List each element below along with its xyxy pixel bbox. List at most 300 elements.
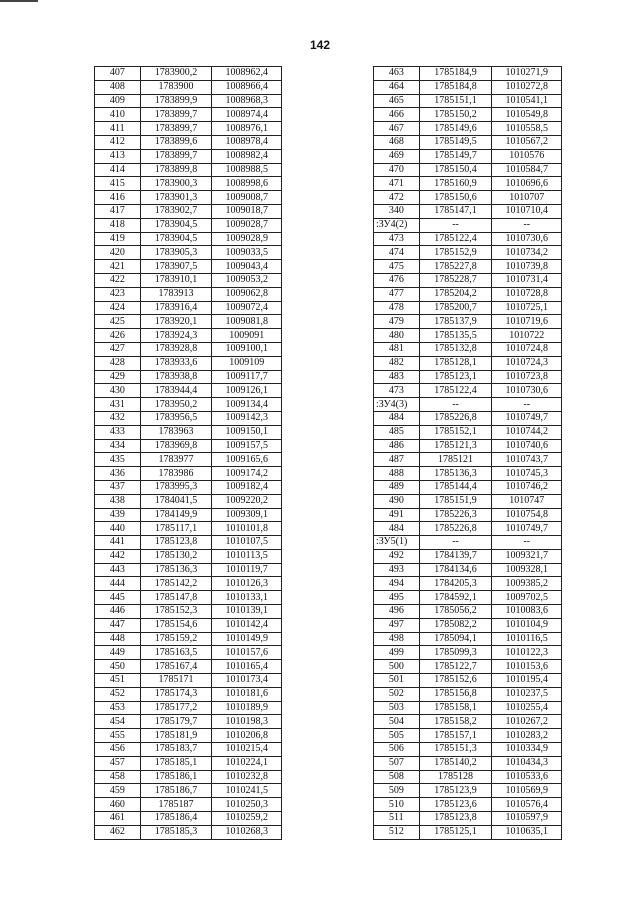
point-number-cell: 435 [95, 453, 141, 467]
x-coordinate-cell: 1785157,1 [419, 729, 492, 743]
x-coordinate-cell: 1785186,7 [140, 784, 212, 798]
y-coordinate-cell: 1010122,3 [492, 646, 562, 660]
table-row [95, 384, 282, 398]
table-row [374, 632, 562, 646]
y-coordinate-cell: 1010728,8 [492, 287, 562, 301]
point-number-cell: 475 [374, 260, 420, 274]
y-coordinate-cell: 1010267,2 [492, 715, 562, 729]
table-row [95, 246, 282, 260]
table-row [95, 204, 282, 218]
y-coordinate-cell: 1009062,8 [212, 287, 282, 301]
x-coordinate-cell: 1785154,6 [140, 618, 212, 632]
y-coordinate-cell: 1009165,6 [212, 453, 282, 467]
x-coordinate-cell: 1785179,7 [140, 715, 212, 729]
point-number-cell: 505 [374, 729, 420, 743]
x-coordinate-cell: 1784041,5 [140, 494, 212, 508]
point-number-cell: 449 [95, 646, 141, 660]
y-coordinate-cell: 1010549,8 [492, 108, 562, 122]
table-row [374, 218, 562, 232]
y-coordinate-cell: 1009043,4 [212, 260, 282, 274]
y-coordinate-cell: 1010113,5 [212, 549, 282, 563]
table-row [374, 342, 562, 356]
x-coordinate-cell: 1785185,1 [140, 756, 212, 770]
point-number-cell: 429 [95, 370, 141, 384]
y-coordinate-cell: 1010173,4 [212, 674, 282, 688]
y-coordinate-cell: 1010576,4 [492, 798, 562, 812]
point-number-cell: 502 [374, 687, 420, 701]
table-row [374, 94, 562, 108]
x-coordinate-cell: 1785150,6 [419, 191, 492, 205]
x-coordinate-cell: 1785151,3 [419, 743, 492, 757]
y-coordinate-cell: 1008988,5 [212, 163, 282, 177]
table-row [95, 549, 282, 563]
point-number-cell: 464 [374, 80, 420, 94]
x-coordinate-cell: 1785128 [419, 770, 492, 784]
table-row [95, 618, 282, 632]
y-coordinate-cell: 1009109 [212, 356, 282, 370]
table-row [95, 80, 282, 94]
x-coordinate-cell: 1783899,6 [140, 135, 212, 149]
point-number-cell: 483 [374, 370, 420, 384]
y-coordinate-cell: 1009309,1 [212, 508, 282, 522]
y-coordinate-cell: 1010139,1 [212, 605, 282, 619]
y-coordinate-cell: 1008968,3 [212, 94, 282, 108]
point-number-cell: 428 [95, 356, 141, 370]
y-coordinate-cell: 1009117,7 [212, 370, 282, 384]
y-coordinate-cell: 1010268,3 [212, 825, 282, 839]
point-number-cell: 469 [374, 149, 420, 163]
y-coordinate-cell: 1010754,8 [492, 508, 562, 522]
y-coordinate-cell: 1009142,3 [212, 411, 282, 425]
x-coordinate-cell: 1785227,8 [419, 260, 492, 274]
y-coordinate-cell: 1010142,4 [212, 618, 282, 632]
x-coordinate-cell: 1783899,9 [140, 94, 212, 108]
y-coordinate-cell: 1008962,4 [212, 67, 282, 81]
table-row [95, 149, 282, 163]
x-coordinate-cell: 1783899,7 [140, 108, 212, 122]
point-number-cell: 445 [95, 591, 141, 605]
y-coordinate-cell: 1008974,4 [212, 108, 282, 122]
point-number-cell: 473 [374, 384, 420, 398]
point-number-cell: 340 [374, 204, 420, 218]
top-edge-line [0, 0, 38, 2]
y-coordinate-cell: 1010133,1 [212, 591, 282, 605]
point-number-cell: 465 [374, 94, 420, 108]
table-row [95, 191, 282, 205]
y-coordinate-cell: 1010541,1 [492, 94, 562, 108]
x-coordinate-cell: 1784592,1 [419, 591, 492, 605]
x-coordinate-cell: 1785147,1 [419, 204, 492, 218]
y-coordinate-cell: 1010710,4 [492, 204, 562, 218]
x-coordinate-cell: 1785184,8 [419, 80, 492, 94]
point-number-cell: 458 [95, 770, 141, 784]
point-number-cell: 460 [95, 798, 141, 812]
table-row [374, 660, 562, 674]
x-coordinate-cell: 1785149,7 [419, 149, 492, 163]
y-coordinate-cell: 1009072,4 [212, 301, 282, 315]
table-row [95, 218, 282, 232]
table-row [374, 370, 562, 384]
y-coordinate-cell: 1010576 [492, 149, 562, 163]
point-number-cell: 476 [374, 273, 420, 287]
y-coordinate-cell: 1009385,2 [492, 577, 562, 591]
table-row [374, 729, 562, 743]
table-row [374, 743, 562, 757]
point-number-cell: 450 [95, 660, 141, 674]
point-number-cell: 413 [95, 149, 141, 163]
table-row [95, 232, 282, 246]
y-coordinate-cell: 1010597,9 [492, 812, 562, 826]
x-coordinate-cell: 1783950,2 [140, 398, 212, 412]
y-coordinate-cell: 1010153,6 [492, 660, 562, 674]
x-coordinate-cell: 1783916,4 [140, 301, 212, 315]
table-row [95, 591, 282, 605]
x-coordinate-cell: 1783924,3 [140, 329, 212, 343]
table-row [374, 591, 562, 605]
point-number-cell: 434 [95, 439, 141, 453]
table-row [374, 549, 562, 563]
y-coordinate-cell: 1009018,7 [212, 204, 282, 218]
table-row [95, 287, 282, 301]
table-row [374, 439, 562, 453]
point-number-cell: 423 [95, 287, 141, 301]
y-coordinate-cell: 1009321,7 [492, 549, 562, 563]
point-number-cell: 508 [374, 770, 420, 784]
point-number-cell: 412 [95, 135, 141, 149]
table-row [374, 646, 562, 660]
x-coordinate-cell: 1785177,2 [140, 701, 212, 715]
x-coordinate-cell: 1785123,9 [419, 784, 492, 798]
table-row [95, 632, 282, 646]
table-row [374, 191, 562, 205]
x-coordinate-cell: -- [419, 218, 492, 232]
x-coordinate-cell: 1785174,3 [140, 687, 212, 701]
point-number-cell: 407 [95, 67, 141, 81]
y-coordinate-cell: 1010707 [492, 191, 562, 205]
table-row [95, 770, 282, 784]
x-coordinate-cell: 1785184,9 [419, 67, 492, 81]
table-row [374, 204, 562, 218]
table-row [374, 577, 562, 591]
point-number-cell: 480 [374, 329, 420, 343]
point-number-cell: 418 [95, 218, 141, 232]
point-number-cell: 431 [95, 398, 141, 412]
y-coordinate-cell: 1010255,4 [492, 701, 562, 715]
y-coordinate-cell: 1010272,8 [492, 80, 562, 94]
point-number-cell: 417 [95, 204, 141, 218]
table-row [374, 467, 562, 481]
table-row [374, 329, 562, 343]
point-number-cell: 497 [374, 618, 420, 632]
y-coordinate-cell: 1010739,8 [492, 260, 562, 274]
table-row [374, 411, 562, 425]
table-row [374, 246, 562, 260]
x-coordinate-cell: 1783977 [140, 453, 212, 467]
y-coordinate-cell: 1010206,8 [212, 729, 282, 743]
point-number-cell: 503 [374, 701, 420, 715]
y-coordinate-cell: 1010181,6 [212, 687, 282, 701]
point-number-cell: 494 [374, 577, 420, 591]
y-coordinate-cell: 1009134,4 [212, 398, 282, 412]
table-row [374, 798, 562, 812]
x-coordinate-cell: 1783913 [140, 287, 212, 301]
table-row [374, 563, 562, 577]
x-coordinate-cell: 1785130,2 [140, 549, 212, 563]
point-number-cell: 457 [95, 756, 141, 770]
y-coordinate-cell: 1009028,9 [212, 232, 282, 246]
table-row [374, 80, 562, 94]
table-row [95, 577, 282, 591]
point-number-cell: 470 [374, 163, 420, 177]
y-coordinate-cell: 1010107,5 [212, 536, 282, 550]
x-coordinate-cell: 1785186,1 [140, 770, 212, 784]
point-number-cell: 485 [374, 425, 420, 439]
y-coordinate-cell: 1010250,3 [212, 798, 282, 812]
x-coordinate-cell: 1785228,7 [419, 273, 492, 287]
y-coordinate-cell: 1010241,5 [212, 784, 282, 798]
point-number-cell: 507 [374, 756, 420, 770]
y-coordinate-cell: 1009328,1 [492, 563, 562, 577]
table-row [374, 122, 562, 136]
x-coordinate-cell: 1783900,2 [140, 67, 212, 81]
table-row [374, 508, 562, 522]
y-coordinate-cell: -- [492, 398, 562, 412]
y-coordinate-cell: 1010283,2 [492, 729, 562, 743]
table-row [374, 756, 562, 770]
x-coordinate-cell: 1785149,6 [419, 122, 492, 136]
x-coordinate-cell: 1783904,5 [140, 232, 212, 246]
x-coordinate-cell: 1785123,8 [419, 812, 492, 826]
x-coordinate-cell: 1785142,2 [140, 577, 212, 591]
y-coordinate-cell: -- [492, 218, 562, 232]
y-coordinate-cell: 1010434,3 [492, 756, 562, 770]
point-number-cell: 426 [95, 329, 141, 343]
point-number-cell: 448 [95, 632, 141, 646]
x-coordinate-cell: 1785137,9 [419, 315, 492, 329]
point-number-cell: 492 [374, 549, 420, 563]
point-number-cell: 456 [95, 743, 141, 757]
table-row [374, 356, 562, 370]
x-coordinate-cell: 1785056,2 [419, 605, 492, 619]
point-number-cell: 442 [95, 549, 141, 563]
x-coordinate-cell: 1785186,4 [140, 812, 212, 826]
y-coordinate-cell: 1010116,5 [492, 632, 562, 646]
x-coordinate-cell: 1783905,3 [140, 246, 212, 260]
y-coordinate-cell: 1009081,8 [212, 315, 282, 329]
table-row [374, 480, 562, 494]
y-coordinate-cell: 1010722 [492, 329, 562, 343]
point-number-cell: 500 [374, 660, 420, 674]
table-row [374, 67, 562, 81]
point-number-cell: 512 [374, 825, 420, 839]
table-row [374, 301, 562, 315]
y-coordinate-cell: 1010723,8 [492, 370, 562, 384]
point-number-cell: 486 [374, 439, 420, 453]
point-number-cell: 443 [95, 563, 141, 577]
y-coordinate-cell: 1010746,2 [492, 480, 562, 494]
y-coordinate-cell: 1010749,7 [492, 411, 562, 425]
y-coordinate-cell: 1010744,2 [492, 425, 562, 439]
y-coordinate-cell: 1009100,1 [212, 342, 282, 356]
y-coordinate-cell: 1009150,1 [212, 425, 282, 439]
x-coordinate-cell: 1785136,3 [140, 563, 212, 577]
x-coordinate-cell: 1785135,5 [419, 329, 492, 343]
x-coordinate-cell: 1783899,7 [140, 122, 212, 136]
table-row [374, 701, 562, 715]
x-coordinate-cell: 1783969,8 [140, 439, 212, 453]
point-number-cell: 415 [95, 177, 141, 191]
x-coordinate-cell: 1785160,9 [419, 177, 492, 191]
table-row [95, 260, 282, 274]
y-coordinate-cell: 1008966,4 [212, 80, 282, 94]
x-coordinate-cell: 1784139,7 [419, 549, 492, 563]
point-number-cell: 414 [95, 163, 141, 177]
point-number-cell: 421 [95, 260, 141, 274]
y-coordinate-cell: 1010215,4 [212, 743, 282, 757]
point-number-cell: 439 [95, 508, 141, 522]
point-number-cell: 509 [374, 784, 420, 798]
point-number-cell: 467 [374, 122, 420, 136]
x-coordinate-cell: 1785122,4 [419, 384, 492, 398]
point-number-cell: 410 [95, 108, 141, 122]
x-coordinate-cell: 1785117,1 [140, 522, 212, 536]
point-number-cell: 468 [374, 135, 420, 149]
x-coordinate-cell: 1785121,3 [419, 439, 492, 453]
point-number-cell: 455 [95, 729, 141, 743]
x-coordinate-cell: 1783900,3 [140, 177, 212, 191]
point-number-cell: 427 [95, 342, 141, 356]
point-number-cell: 493 [374, 563, 420, 577]
y-coordinate-cell: 1010584,7 [492, 163, 562, 177]
x-coordinate-cell: 1785121 [419, 453, 492, 467]
y-coordinate-cell: 1010189,9 [212, 701, 282, 715]
x-coordinate-cell: 1785123,1 [419, 370, 492, 384]
y-coordinate-cell: 1009220,2 [212, 494, 282, 508]
point-number-cell: 466 [374, 108, 420, 122]
point-number-cell: 496 [374, 605, 420, 619]
point-number-cell: 462 [95, 825, 141, 839]
y-coordinate-cell: 1010195,4 [492, 674, 562, 688]
table-row [95, 370, 282, 384]
x-coordinate-cell: 1785099,3 [419, 646, 492, 660]
y-coordinate-cell: 1010101,8 [212, 522, 282, 536]
table-row [95, 356, 282, 370]
y-coordinate-cell: 1010696,6 [492, 177, 562, 191]
y-coordinate-cell: 1010083,6 [492, 605, 562, 619]
x-coordinate-cell: 1785163,5 [140, 646, 212, 660]
y-coordinate-cell: 1009091 [212, 329, 282, 343]
point-number-cell: 447 [95, 618, 141, 632]
table-row [374, 715, 562, 729]
y-coordinate-cell: 1010730,6 [492, 384, 562, 398]
y-coordinate-cell: 1009702,5 [492, 591, 562, 605]
point-number-cell: 433 [95, 425, 141, 439]
y-coordinate-cell: 1009008,7 [212, 191, 282, 205]
y-coordinate-cell: 1010635,1 [492, 825, 562, 839]
table-row [95, 480, 282, 494]
table-row [374, 425, 562, 439]
point-number-cell: 506 [374, 743, 420, 757]
point-number-cell: 490 [374, 494, 420, 508]
y-coordinate-cell: 1010165,4 [212, 660, 282, 674]
table-row [374, 398, 562, 412]
x-coordinate-cell: 1785151,1 [419, 94, 492, 108]
x-coordinate-cell: 1785122,7 [419, 660, 492, 674]
y-coordinate-cell: 1010567,2 [492, 135, 562, 149]
y-coordinate-cell: 1010558,5 [492, 122, 562, 136]
table-row [95, 812, 282, 826]
table-row [95, 674, 282, 688]
x-coordinate-cell: 1783986 [140, 467, 212, 481]
point-number-cell: 440 [95, 522, 141, 536]
point-number-cell: 438 [95, 494, 141, 508]
point-number-cell: 408 [95, 80, 141, 94]
x-coordinate-cell: 1783963 [140, 425, 212, 439]
table-row [374, 605, 562, 619]
table-row [374, 135, 562, 149]
table-row [95, 660, 282, 674]
x-coordinate-cell: 1785226,8 [419, 522, 492, 536]
table-row [374, 384, 562, 398]
x-coordinate-cell: 1783899,8 [140, 163, 212, 177]
table-row [95, 729, 282, 743]
y-coordinate-cell: 1010237,5 [492, 687, 562, 701]
table-row [374, 618, 562, 632]
x-coordinate-cell: 1785152,3 [140, 605, 212, 619]
point-number-cell: 472 [374, 191, 420, 205]
x-coordinate-cell: 1785082,2 [419, 618, 492, 632]
table-row [95, 425, 282, 439]
table-row [95, 784, 282, 798]
point-number-cell: 484 [374, 411, 420, 425]
point-number-cell: 478 [374, 301, 420, 315]
table-row [95, 467, 282, 481]
table-row [95, 522, 282, 536]
x-coordinate-cell: 1785144,4 [419, 480, 492, 494]
x-coordinate-cell: 1785151,9 [419, 494, 492, 508]
x-coordinate-cell: 1783910,1 [140, 273, 212, 287]
y-coordinate-cell: 1010743,7 [492, 453, 562, 467]
point-number-cell: 420 [95, 246, 141, 260]
x-coordinate-cell: 1785156,8 [419, 687, 492, 701]
table-row [95, 398, 282, 412]
table-row [374, 453, 562, 467]
point-number-cell: 474 [374, 246, 420, 260]
x-coordinate-cell: 1785226,3 [419, 508, 492, 522]
y-coordinate-cell: 1010104,9 [492, 618, 562, 632]
x-coordinate-cell: 1783944,4 [140, 384, 212, 398]
x-coordinate-cell: 1785125,1 [419, 825, 492, 839]
point-number-cell: 453 [95, 701, 141, 715]
table-row [95, 646, 282, 660]
x-coordinate-cell: 1783902,7 [140, 204, 212, 218]
point-number-cell: :ЗУ4(2) [374, 218, 420, 232]
x-coordinate-cell: 1785152,6 [419, 674, 492, 688]
point-number-cell: 432 [95, 411, 141, 425]
y-coordinate-cell: 1008998,6 [212, 177, 282, 191]
coordinates-table-right [373, 66, 562, 840]
x-coordinate-cell: -- [419, 536, 492, 550]
y-coordinate-cell: 1010740,6 [492, 439, 562, 453]
point-number-cell: :ЗУ5(1) [374, 536, 420, 550]
table-row [95, 108, 282, 122]
table-row [374, 770, 562, 784]
point-number-cell: 463 [374, 67, 420, 81]
table-row [95, 94, 282, 108]
point-number-cell: 498 [374, 632, 420, 646]
point-number-cell: 477 [374, 287, 420, 301]
table-row [95, 756, 282, 770]
